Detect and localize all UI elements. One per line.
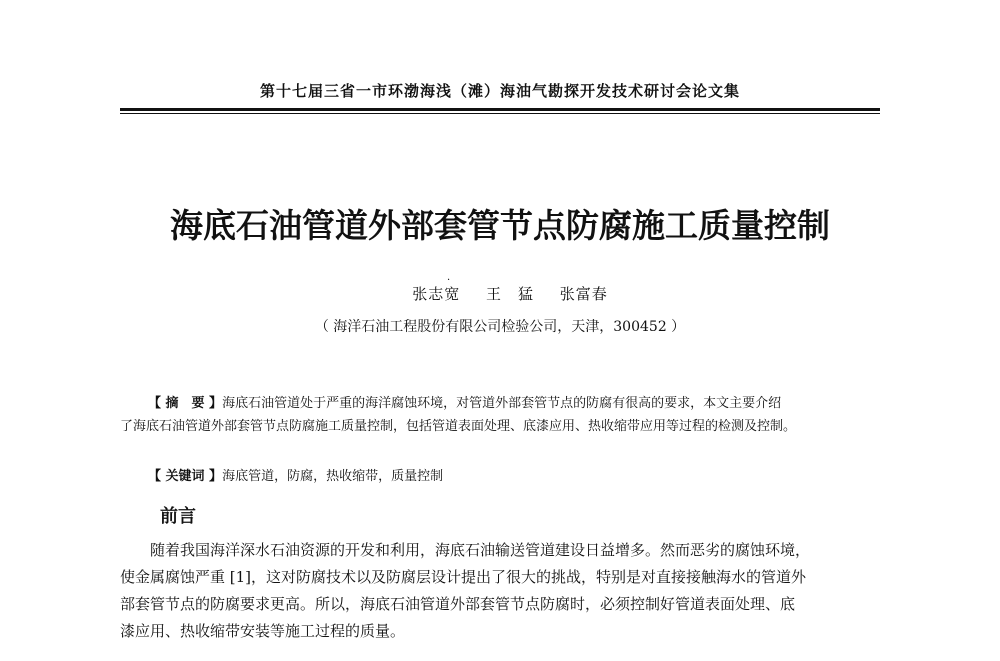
body-paragraph [120,537,890,645]
affiliation: （ 海洋石油工程股份有限公司检验公司，天津，300452 ） [314,319,686,335]
body-line: 随着我国海洋深水石油资源的开发和利用，海底石油输送管道建设日益增多。然而恶劣的腐蚀环境， [150,541,811,559]
paper-title: 海底石油管道外部套管节点防腐施工质量控制 [170,206,830,245]
body-line: 漆应用、热收缩带安装等施工过程的质量。 [120,622,406,640]
keywords-label: 【 关键词 】 [148,469,223,484]
abstract-text: 海底石油管道处于严重的海洋腐蚀环境，对管道外部套管节点的防腐有很高的要求，本文主要介绍 [222,396,782,411]
abstract-label: 【 摘 要 】 [148,396,223,411]
author-name: 张志宽 [412,285,461,303]
header-rule-thin [120,113,880,114]
body-line: 使金属腐蚀严重 [1]，这对防腐技术以及防腐层设计提出了很大的挑战，特别是对直接接触海水的管道外 [120,568,807,586]
abstract-line: 了海底石油管道外部套管节点防腐施工质量控制，包括管道表面处理、底漆应用、热收缩带应用等过程的检测及控制。 [120,419,797,434]
section-heading: 前言 [160,506,196,527]
abstract [120,392,882,438]
journal-header: 第十七届三省一市环渤海浅（滩）海油气勘探开发技术研讨会论文集 [259,82,740,100]
author-name: 张富春 [559,285,608,303]
header-rule-thick [120,108,880,111]
author-name: 王 猛 [485,285,534,303]
author-mark: · [447,275,451,286]
author-list [390,283,630,304]
abstract-line [120,392,882,415]
keywords [148,465,443,484]
keywords-text: 海底管道，防腐，热收缩带，质量控制 [222,469,444,484]
body-line: 部套管节点的防腐要求更高。所以，海底石油管道外部套管节点防腐时，必须控制好管道表面处理、底 [120,595,796,613]
